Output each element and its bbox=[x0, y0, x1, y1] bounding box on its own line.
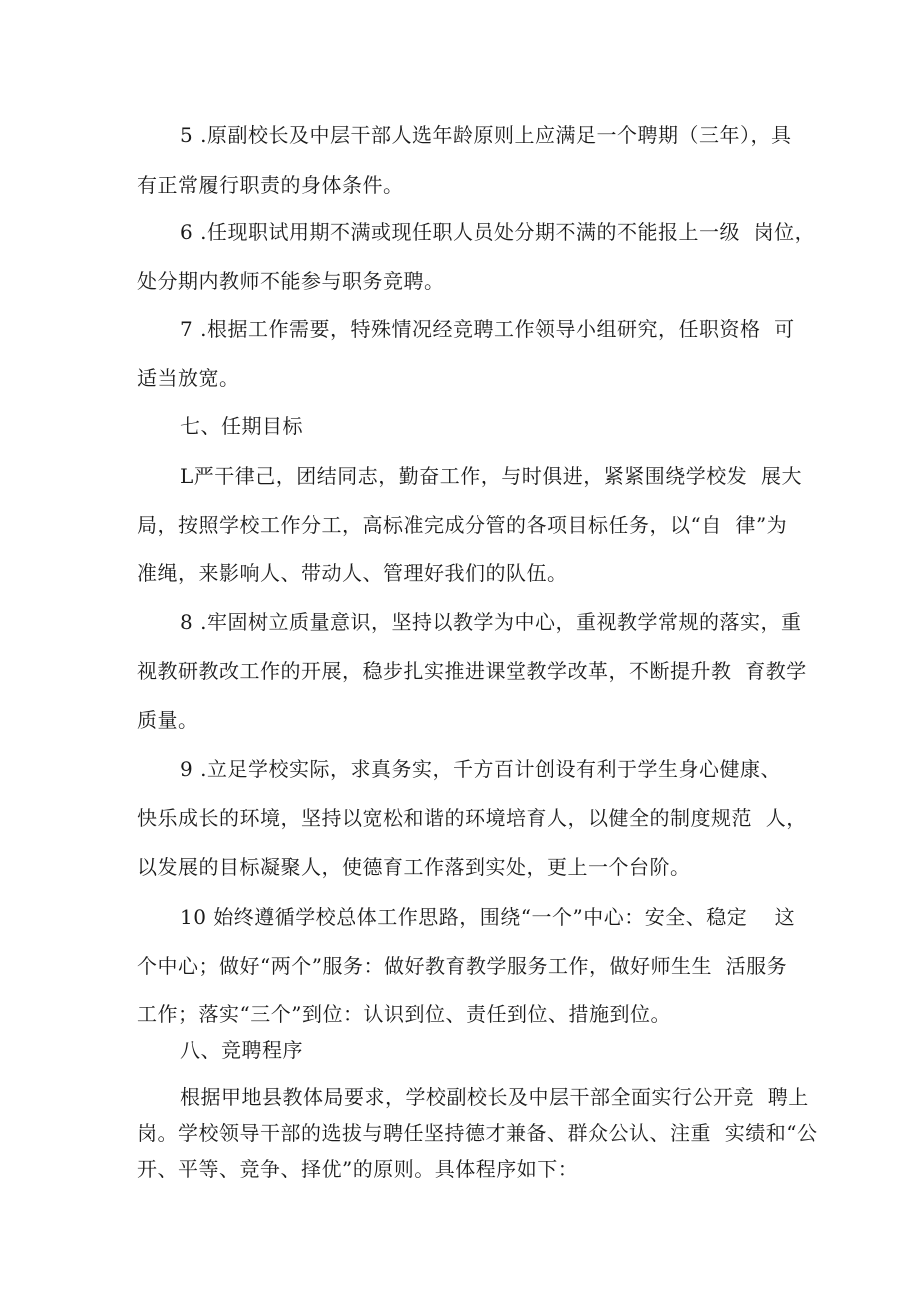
text-line: 6 .任现职试用期不满或现任职人员处分期不满的不能报上一级 岗位， bbox=[180, 220, 816, 244]
text-line: 岗。学校领导干部的选拔与聘任坚持德才兼备、群众公认、注重 实绩和“公 bbox=[137, 1121, 818, 1145]
text-line: 处分期内教师不能参与职务竞聘。 bbox=[137, 269, 445, 293]
section-heading: 八、竞聘程序 bbox=[180, 1038, 303, 1062]
section-heading: 七、任期目标 bbox=[180, 414, 303, 438]
text-line: 5 .原副校长及中层干部人选年龄原则上应满足一个聘期（三年），具 bbox=[180, 123, 792, 147]
text-line: 7 .根据工作需要，特殊情况经竞聘工作领导小组研究，任职资格 可 bbox=[180, 317, 795, 341]
text-line: 以发展的目标凝聚人，使德育工作落到实处，更上一个台阶。 bbox=[137, 855, 691, 879]
text-line: 根据甲地县教体局要求，学校副校长及中层干部全面实行公开竞 聘上 bbox=[180, 1085, 809, 1109]
text-line: 个中心；做好“两个”服务：做好教育教学服务工作，做好师生生 活服务 bbox=[137, 954, 788, 978]
text-line: 快乐成长的环境，坚持以宽松和谐的环境培育人，以健全的制度规范 人， bbox=[137, 806, 807, 830]
text-line: L严干律己，团结同志，勤奋工作，与时俱进，紧紧围绕学校发 展大 bbox=[180, 464, 802, 488]
text-line: 开、平等、竞争、择优”的原则。具体程序如下： bbox=[137, 1157, 579, 1181]
text-line: 视教研教改工作的开展，稳步扎实推进课堂教学改革，不断提升教 育教学 bbox=[137, 659, 807, 683]
text-line: 质量。 bbox=[137, 708, 199, 732]
text-line: 适当放宽。 bbox=[137, 366, 240, 390]
text-line: 局，按照学校工作分工，高标准完成分管的各项目标任务，以“自 律”为 bbox=[137, 513, 788, 537]
text-line: 工作；落实“三个”到位：认识到位、责任到位、措施到位。 bbox=[137, 1002, 671, 1026]
text-line: 9 .立足学校实际，求真务实，千方百计创设有利于学生身心健康、 bbox=[180, 757, 781, 781]
text-line: 准绳，来影响人、带动人、管理好我们的队伍。 bbox=[137, 561, 568, 585]
text-line: 10 始终遵循学校总体工作思路，围绕“一个”中心：安全、稳定 这 bbox=[180, 905, 796, 929]
text-line: 8 .牢固树立质量意识，坚持以教学为中心，重视教学常规的落实，重 bbox=[180, 610, 802, 634]
text-line: 有正常履行职责的身体条件。 bbox=[137, 173, 404, 197]
